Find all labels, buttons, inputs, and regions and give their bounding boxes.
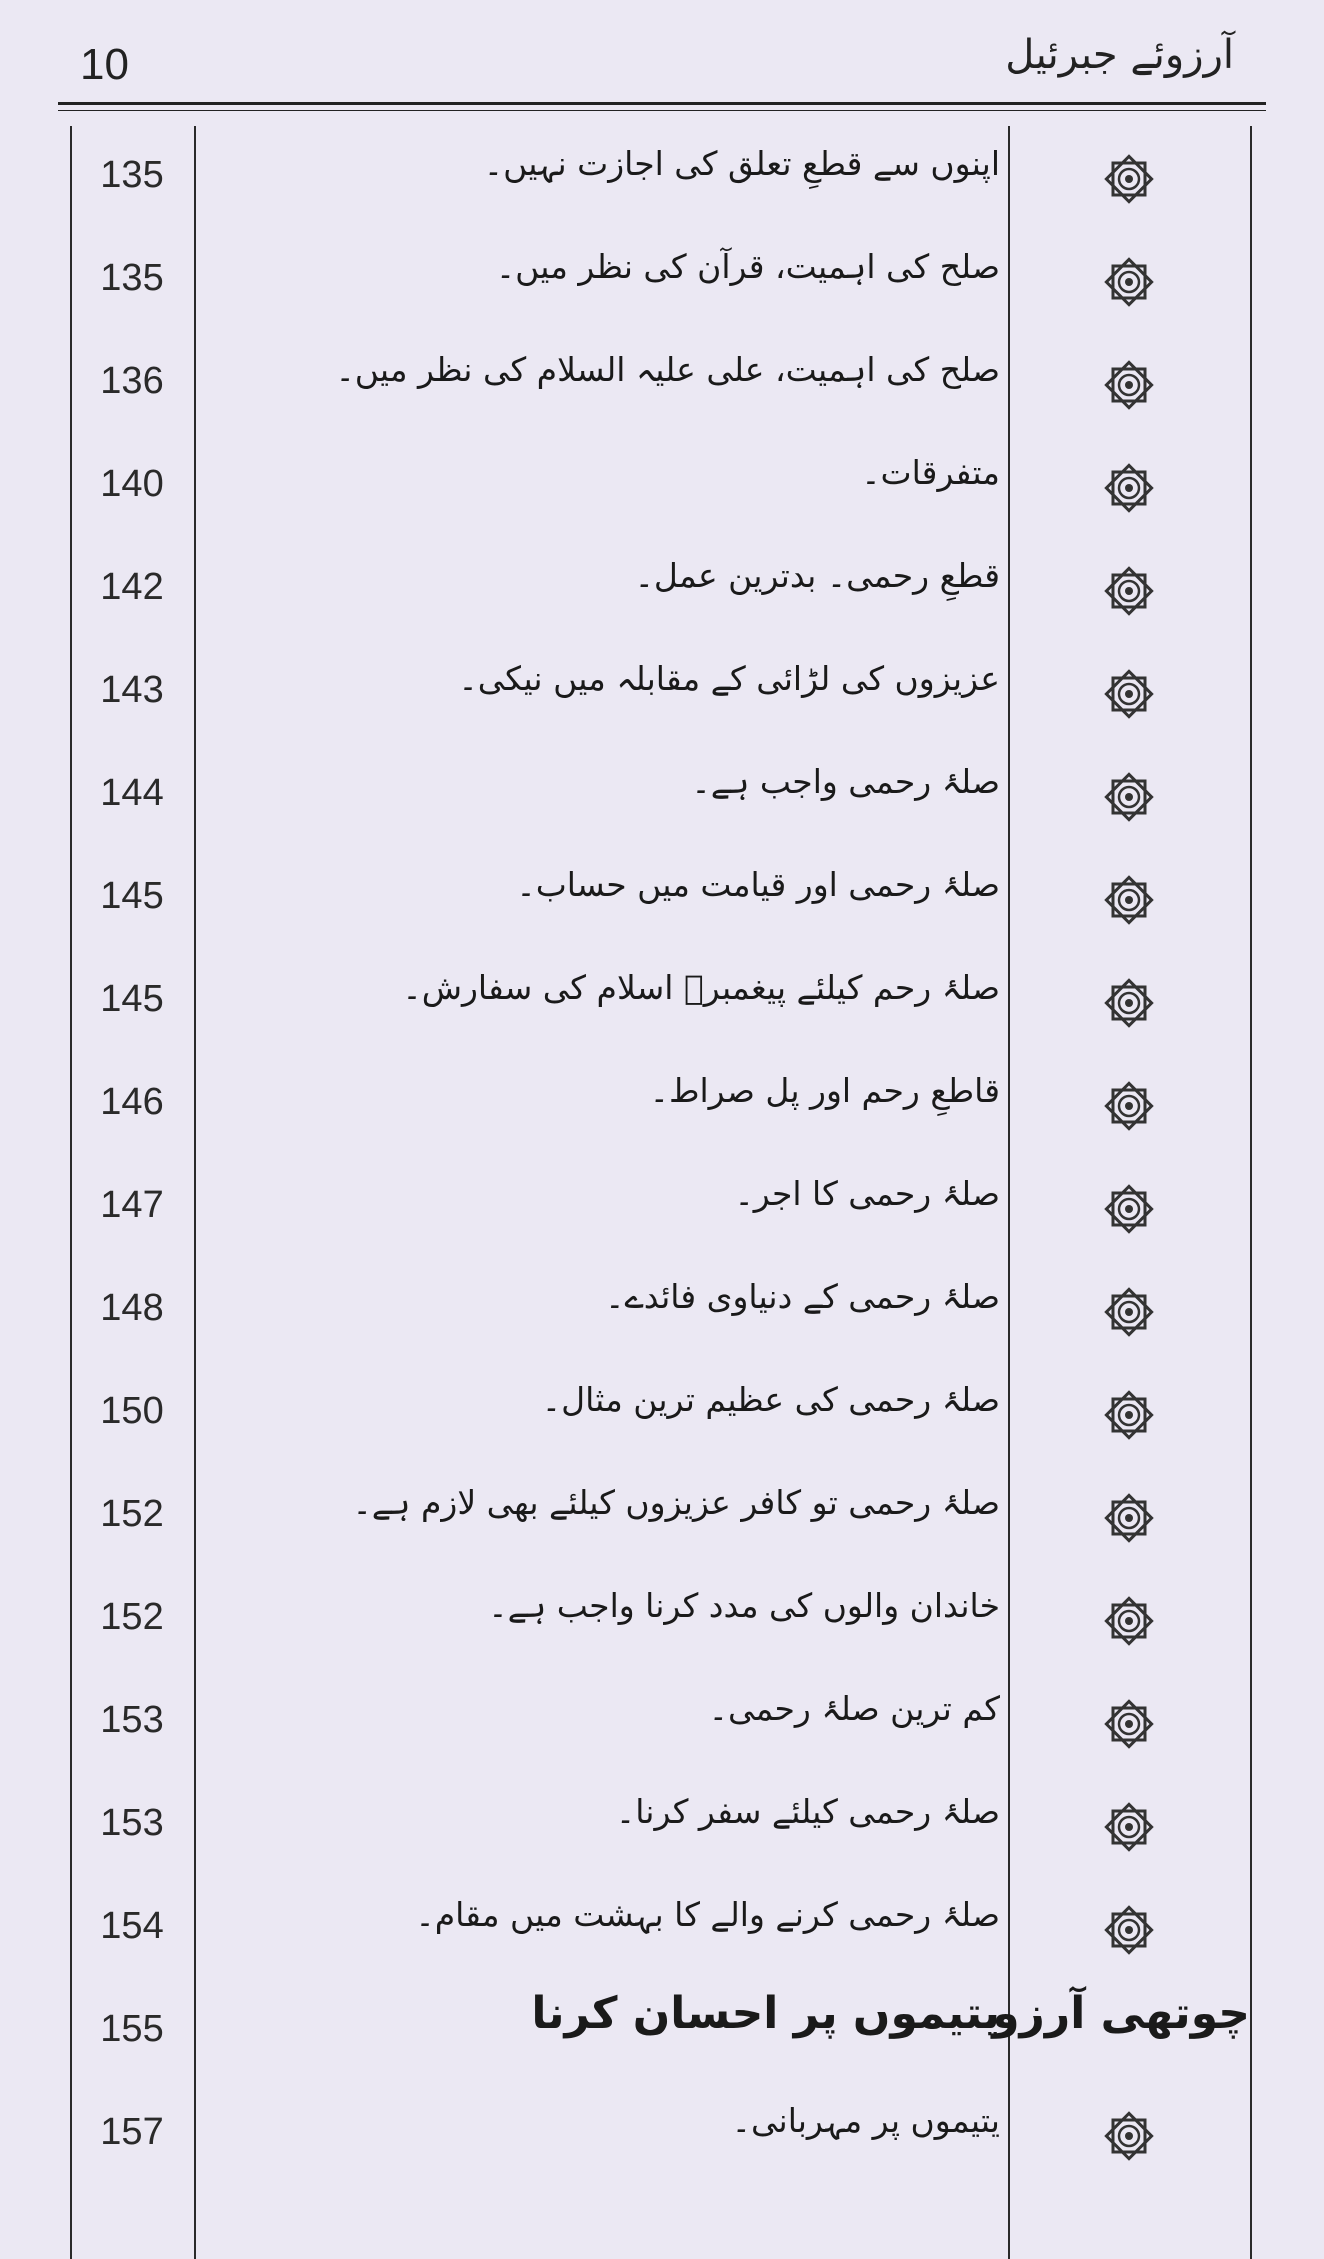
octagram-rosette-icon: [1102, 152, 1156, 206]
entry-title: صلح کی اہمیت، قرآن کی نظر میں۔: [495, 247, 1000, 286]
toc-entry-row: [70, 847, 1252, 947]
page-number: 10: [80, 40, 129, 89]
entry-page-number: 154: [100, 1905, 164, 1947]
octagram-rosette-icon: [1102, 564, 1156, 618]
octagram-rosette-icon: [1102, 1491, 1156, 1545]
entry-page-number: 145: [100, 875, 164, 917]
toc-entry-row: [70, 1877, 1252, 1977]
entry-title: اپنوں سے قطعِ تعلق کی اجازت نہیں۔: [483, 144, 1000, 183]
entry-page-number: 150: [100, 1390, 164, 1432]
toc-entry-row: [70, 950, 1252, 1050]
section-heading-row: [70, 1980, 1252, 2080]
header-rule-thin: [58, 110, 1266, 111]
entry-title: صلۂ رحمی کی عظیم ترین مثال۔: [541, 1380, 1000, 1419]
entry-page-number: 140: [100, 463, 164, 505]
toc-entry-row: [70, 1465, 1252, 1565]
entry-page-number: 148: [100, 1287, 164, 1329]
section-label: چوتھی آرزو: [992, 1988, 1250, 2039]
entry-title: یتیموں پر مہربانی۔: [731, 2101, 1000, 2140]
toc-entry-row: [70, 1259, 1252, 1359]
entry-page-number: 145: [100, 978, 164, 1020]
entry-page-number: 152: [100, 1493, 164, 1535]
entry-title: خاندان والوں کی مدد کرنا واجب ہے۔: [488, 1586, 1000, 1625]
entry-title: صلۂ رحمی اور قیامت میں حساب۔: [516, 865, 1000, 904]
toc-entry-row: [70, 1568, 1252, 1668]
entry-title: صلۂ رحمی واجب ہے۔: [691, 762, 1000, 801]
toc-entry-row: [70, 1774, 1252, 1874]
octagram-rosette-icon: [1102, 1285, 1156, 1339]
entry-title: قطعِ رحمی۔ بدترین عمل۔: [634, 556, 1000, 595]
entry-title: صلۂ رحمی کرنے والے کا بہشت میں مقام۔: [415, 1895, 1000, 1934]
octagram-rosette-icon: [1102, 667, 1156, 721]
toc-entry-row: [70, 538, 1252, 638]
section-title: یتیموں پر احسان کرنا: [531, 1988, 1000, 2039]
octagram-rosette-icon: [1102, 1594, 1156, 1648]
toc-entry-row: [70, 1362, 1252, 1462]
octagram-rosette-icon: [1102, 2109, 1156, 2163]
octagram-rosette-icon: [1102, 1697, 1156, 1751]
section-page-number: 155: [100, 2008, 164, 2050]
entry-title: کم ترین صلۂ رحمی۔: [708, 1689, 1000, 1728]
entry-title: صلۂ رحمی تو کافر عزیزوں کیلئے بھی لازم ہے۔: [352, 1483, 1000, 1522]
octagram-rosette-icon: [1102, 1903, 1156, 1957]
entry-title: عزیزوں کی لڑائی کے مقابلہ میں نیکی۔: [458, 659, 1000, 698]
octagram-rosette-icon: [1102, 1388, 1156, 1442]
toc-table: [70, 126, 1252, 2259]
entry-title: صلۂ رحمی کیلئے سفر کرنا۔: [615, 1792, 1000, 1831]
entry-page-number: 152: [100, 1596, 164, 1638]
toc-entry-row: [70, 2083, 1252, 2183]
header-rule: [58, 102, 1266, 105]
toc-entry-row: [70, 1053, 1252, 1153]
octagram-rosette-icon: [1102, 1800, 1156, 1854]
entry-title: قاطعِ رحم اور پل صراط۔: [649, 1071, 1000, 1110]
toc-entry-row: [70, 641, 1252, 741]
entry-title: متفرقات۔: [861, 453, 1000, 492]
entry-page-number: 136: [100, 360, 164, 402]
octagram-rosette-icon: [1102, 1079, 1156, 1133]
octagram-rosette-icon: [1102, 873, 1156, 927]
toc-entry-row: [70, 332, 1252, 432]
toc-entry-row: [70, 435, 1252, 535]
entry-page-number: 143: [100, 669, 164, 711]
entry-page-number: 146: [100, 1081, 164, 1123]
toc-entry-row: [70, 1671, 1252, 1771]
toc-entry-row: [70, 229, 1252, 329]
entry-title: صلۂ رحمی کا اجر۔: [734, 1174, 1000, 1213]
toc-entry-row: [70, 744, 1252, 844]
toc-entry-row: [70, 1156, 1252, 1256]
entry-page-number: 147: [100, 1184, 164, 1226]
octagram-rosette-icon: [1102, 358, 1156, 412]
entry-page-number: 153: [100, 1802, 164, 1844]
entry-title: صلۂ رحم کیلئے پیغمبرؐ اسلام کی سفارش۔: [402, 968, 1000, 1007]
entry-page-number: 157: [100, 2111, 164, 2153]
toc-entry-row: [70, 126, 1252, 226]
octagram-rosette-icon: [1102, 976, 1156, 1030]
entry-page-number: 135: [100, 154, 164, 196]
entry-title: صلح کی اہمیت، علی علیہ السلام کی نظر میں۔: [335, 350, 1000, 389]
octagram-rosette-icon: [1102, 770, 1156, 824]
octagram-rosette-icon: [1102, 255, 1156, 309]
entry-page-number: 142: [100, 566, 164, 608]
entry-page-number: 153: [100, 1699, 164, 1741]
running-title: آرزوئے جبرئیل: [1005, 32, 1234, 78]
octagram-rosette-icon: [1102, 461, 1156, 515]
entry-page-number: 135: [100, 257, 164, 299]
octagram-rosette-icon: [1102, 1182, 1156, 1236]
entry-title: صلۂ رحمی کے دنیاوی فائدے۔: [605, 1277, 1000, 1316]
entry-page-number: 144: [100, 772, 164, 814]
